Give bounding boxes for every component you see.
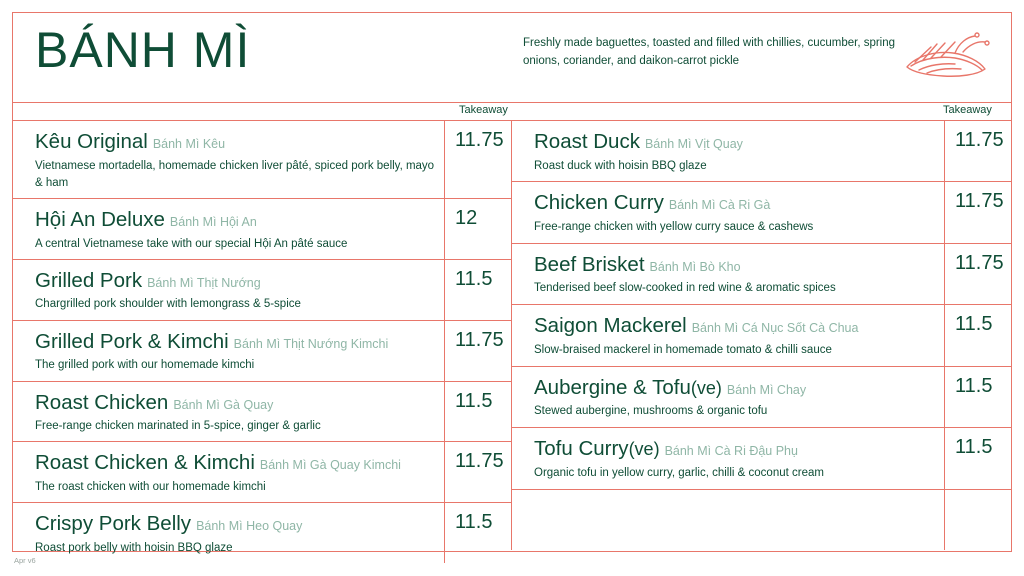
menu-item-info [13, 321, 444, 381]
right-takeaway-label: Takeaway [943, 104, 992, 116]
menu-item-vietnamese: Bánh Mì Bò Kho [649, 259, 741, 274]
menu-item-info [512, 305, 944, 365]
menu-item-vietnamese: Bánh Mì Cà Ri Gà [668, 198, 771, 213]
menu-item-vietnamese: Bánh Mì Chay [726, 382, 807, 397]
menu-item-row [13, 199, 511, 260]
menu-item-price: 11.75 [944, 121, 1011, 181]
menu-item-name [534, 437, 936, 461]
menu-item-name-text: Kêu Original [35, 130, 148, 153]
menu-item-vietnamese: Bánh Mì Thịt Nướng [147, 275, 261, 290]
menu-item-name-text: Hội An Deluxe [35, 208, 165, 232]
menu-item-name [534, 253, 936, 277]
menu-item-name [35, 208, 436, 232]
banh-mi-illustration-icon [897, 27, 993, 85]
menu-item-price [944, 490, 1011, 550]
menu-item-description: The grilled pork with our homemade kimchi [35, 359, 255, 372]
menu-item-row [13, 442, 511, 503]
menu-item-description: Roast pork belly with hoisin BBQ glaze [35, 541, 233, 554]
menu-item-name-text: Beef Brisket [534, 252, 645, 276]
menu-item-info [13, 121, 444, 198]
menu-item-name [35, 330, 436, 354]
takeaway-label-row [13, 103, 1011, 121]
left-takeaway-label: Takeaway [459, 104, 508, 116]
menu-item-vietnamese: Bánh Mì Gà Quay [173, 397, 274, 412]
menu-item-row [13, 260, 511, 321]
menu-item-price: 11.5 [944, 428, 1011, 488]
menu-item-description: Free-range chicken marinated in 5-spice, ginger & garlic [35, 420, 321, 433]
menu-body [13, 121, 1011, 554]
menu-item-vietnamese: Bánh Mì Gà Quay Kimchi [259, 458, 401, 473]
menu-item-row [512, 428, 1011, 489]
menu-item-name [35, 391, 436, 415]
menu-column-right [512, 121, 1011, 550]
menu-item-info [512, 428, 944, 488]
menu-item-price: 11.75 [444, 121, 511, 198]
menu-item-name-text: Roast Chicken [35, 390, 169, 414]
menu-item-row [13, 382, 511, 443]
menu-item-name-text: Crispy Pork Belly [35, 512, 192, 536]
menu-item-name-text: Roast Chicken & Kimchi [35, 451, 255, 475]
menu-item-row [512, 182, 1011, 243]
menu-item-vietnamese: Bánh Mì Hội An [169, 215, 257, 230]
menu-item-row [13, 121, 511, 199]
menu-item-info [13, 260, 444, 320]
menu-item-description: Organic tofu in yellow curry, garlic, chilli & coconut cream [534, 466, 824, 479]
menu-item-name [534, 376, 936, 400]
menu-item-vietnamese: Bánh Mì Cá Nục Sốt Cà Chua [691, 321, 859, 336]
menu-item-vietnamese: Bánh Mì Vịt Quay [644, 137, 743, 151]
menu-item-price: 11.75 [944, 182, 1011, 242]
menu-item-name [35, 451, 436, 475]
menu-item-info [13, 382, 444, 442]
menu-item-info [512, 490, 944, 550]
menu-item-name [35, 512, 436, 536]
menu-item-description: The roast chicken with our homemade kimchi [35, 480, 266, 493]
menu-item-price: 11.75 [944, 244, 1011, 304]
menu-board [12, 12, 1012, 552]
menu-item-info [13, 442, 444, 502]
menu-item-vietnamese: Bánh Mì Heo Quay [196, 519, 303, 534]
vegan-tag: (ve) [628, 439, 660, 460]
menu-item-info [512, 244, 944, 304]
menu-item-row [512, 367, 1011, 428]
menu-item-description: Vietnamese mortadella, homemade chicken liver pâté, spiced pork belly, mayo & ham [35, 159, 435, 189]
menu-item-vietnamese: Bánh Mì Thịt Nướng Kimchi [233, 336, 389, 351]
menu-item-price: 11.5 [444, 503, 511, 563]
menu-item-description: Free-range chicken with yellow curry sauce & cashews [534, 220, 814, 233]
menu-item-name [35, 130, 436, 154]
menu-item-row-empty [512, 490, 1011, 550]
menu-item-name [534, 191, 936, 215]
menu-item-name-text: Grilled Pork & Kimchi [35, 329, 229, 353]
menu-item-description: Roast duck with hoisin BBQ glaze [534, 159, 707, 172]
version-footnote: Apr v6 [14, 556, 36, 565]
menu-item-name [534, 130, 936, 154]
header-description: Freshly made baguettes, toasted and filled with chillies, cucumber, spring onions, coriander, and daikon-carrot pickle [523, 37, 896, 67]
menu-item-price: 11.5 [444, 382, 511, 442]
menu-item-name [35, 269, 436, 293]
vegan-tag: (ve) [690, 377, 722, 398]
menu-item-price: 11.5 [444, 260, 511, 320]
menu-item-row [512, 121, 1011, 182]
menu-item-price: 11.5 [944, 305, 1011, 365]
menu-item-name-text: Tofu Curry [534, 437, 629, 461]
menu-item-info [13, 503, 444, 563]
menu-item-name [534, 314, 936, 338]
menu-item-info [512, 121, 944, 181]
menu-item-info [512, 182, 944, 242]
menu-item-description: A central Vietnamese take with our special Hội An pâté sauce [35, 237, 348, 250]
menu-item-info [512, 367, 944, 427]
menu-item-row [13, 321, 511, 382]
menu-item-description: Stewed aubergine, mushrooms & organic tofu [534, 405, 768, 418]
menu-item-info [13, 199, 444, 259]
menu-item-description: Chargrilled pork shoulder with lemongrass & 5-spice [35, 298, 301, 311]
menu-header [13, 13, 1011, 103]
menu-item-name-text: Chicken Curry [534, 191, 664, 215]
menu-item-price: 11.75 [444, 321, 511, 381]
menu-item-vietnamese: Bánh Mì Kêu [152, 137, 226, 151]
menu-item-name-text: Grilled Pork [35, 268, 143, 292]
menu-column-left [13, 121, 512, 554]
menu-item-row [512, 305, 1011, 366]
menu-item-name-text: Aubergine & Tofu [534, 375, 691, 399]
page-title: BÁNH MÌ [35, 22, 251, 78]
menu-item-name-text: Saigon Mackerel [534, 314, 687, 338]
menu-item-price: 12 [444, 199, 511, 259]
menu-item-description: Tenderised beef slow-cooked in red wine & aromatic spices [534, 282, 836, 295]
menu-item-price: 11.5 [944, 367, 1011, 427]
menu-item-name-text: Roast Duck [534, 130, 640, 153]
menu-item-price: 11.75 [444, 442, 511, 502]
menu-item-row [512, 244, 1011, 305]
menu-item-vietnamese: Bánh Mì Cà Ri Đậu Phụ [664, 444, 798, 459]
menu-item-row [13, 503, 511, 563]
menu-item-description: Slow-braised mackerel in homemade tomato & chilli sauce [534, 343, 832, 356]
